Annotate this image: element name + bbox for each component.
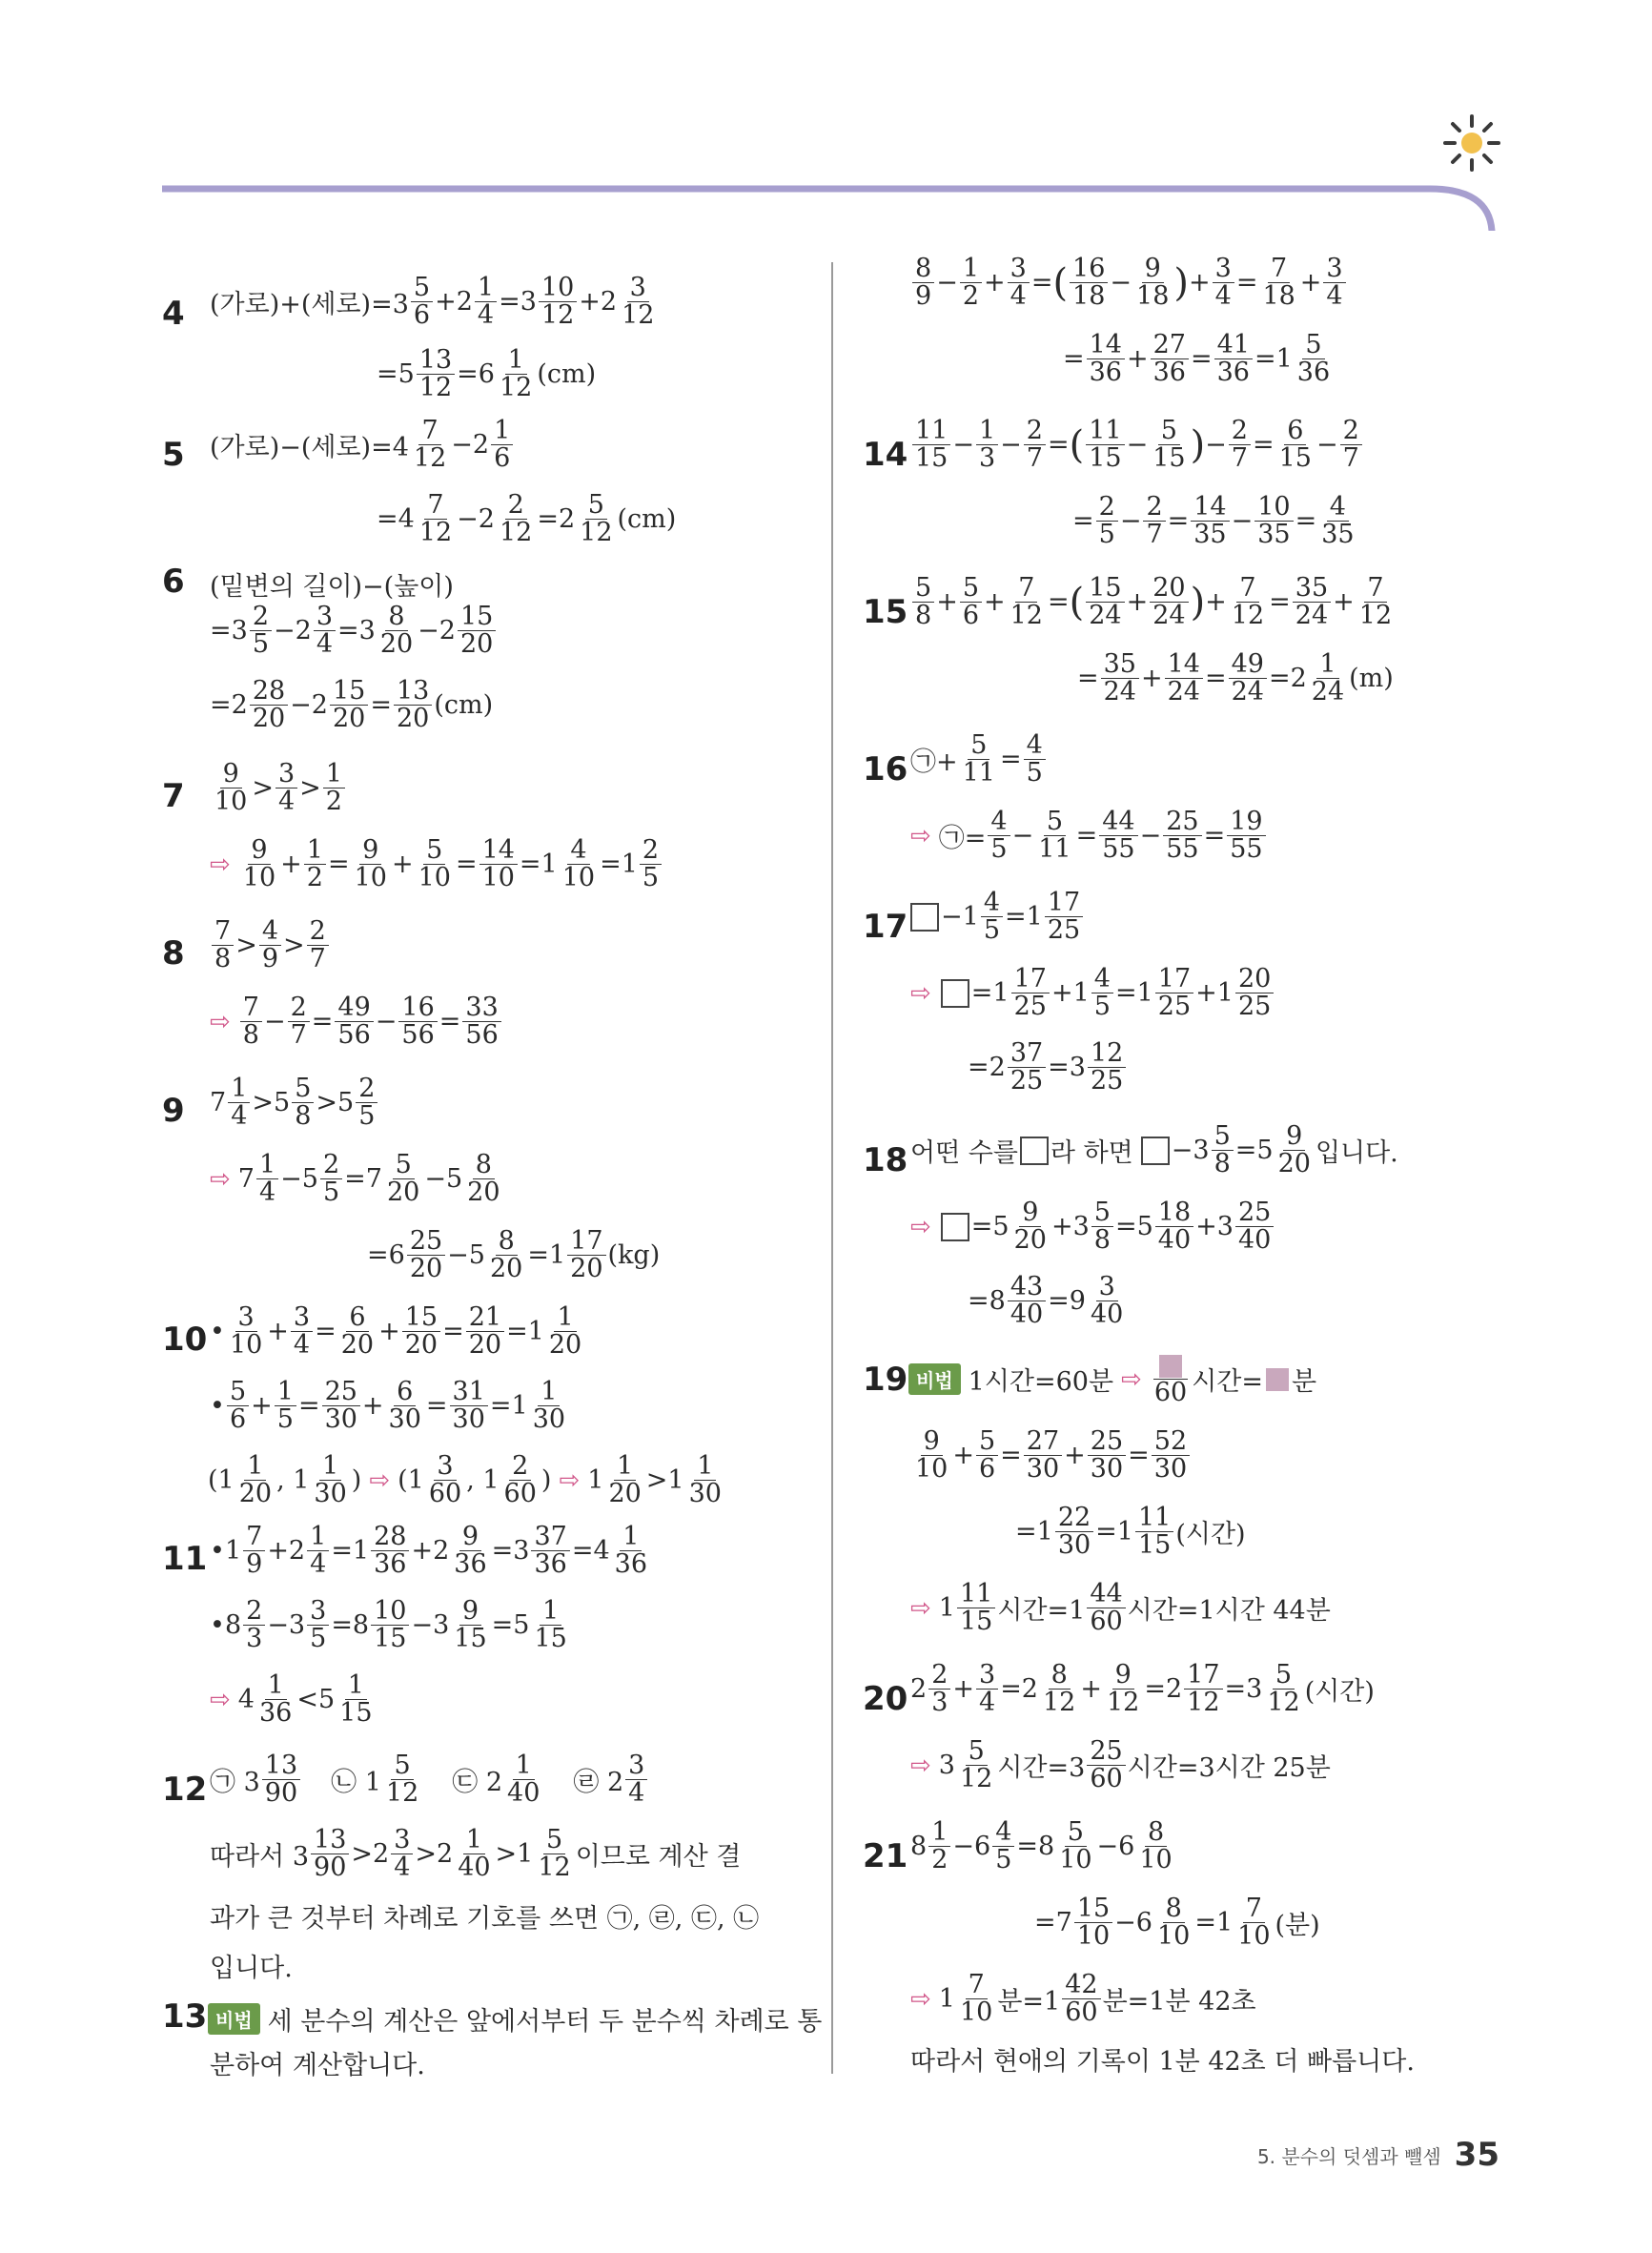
fraction: $\frac{1}{36}$: [614, 1522, 647, 1580]
fraction: $\frac{3}{4}$: [1008, 256, 1030, 311]
fraction: $\frac{9}{10}$: [242, 835, 276, 893]
solution-line: = $\frac{2}{5}$ − $\frac{2}{7}$ = $\frac{14}{35}$ − $\frac{10}{35}$ = $\frac{4}{35}$: [1072, 494, 1359, 549]
fraction: $\frac{6}{30}$: [388, 1377, 421, 1435]
fraction: $\frac{13}{12}$: [417, 347, 455, 402]
fraction: $\frac{9}{36}$: [454, 1522, 487, 1580]
fraction: $\frac{17}{20}$: [567, 1228, 605, 1283]
fraction: $\frac{12}{25}$: [1088, 1040, 1126, 1096]
fraction: $\frac{44}{55}$: [1099, 809, 1137, 864]
solution-line: ⇨ $\frac{9}{10}$ + $\frac{1}{2}$ = $\frac{9}{10}$ + $\frac{5}{10}$ = $\frac{14}{10}$ =1 $\frac{4}{10}$ =1 $\frac{2}{5}$: [210, 837, 663, 892]
fraction: $\frac{3}{4}$: [275, 761, 297, 816]
fraction: $\frac{1}{20}$: [608, 1451, 642, 1509]
solution-line: =2 $\frac{37}{25}$ =3 $\frac{12}{25}$: [968, 1040, 1128, 1096]
fraction: $\frac{19}{55}$: [1227, 809, 1265, 864]
blank-box: [910, 903, 939, 932]
fraction: $\frac{7}{12}$: [1358, 573, 1393, 631]
solution-line: (1 $\frac{1}{20}$ , 1 $\frac{1}{30}$ ) ⇨ (1 $\frac{3}{60}$ , 1 $\frac{2}{60}$ ) ⇨ 1 $\frac{1}{20}$ >1 $\frac{1}{30}$: [208, 1453, 726, 1508]
fraction: $\frac{5}{36}$: [1296, 330, 1331, 388]
fraction: $\frac{5}{8}$: [912, 575, 934, 630]
fraction: $\frac{3}{4}$: [314, 604, 336, 659]
solution-line: $\frac{9}{10}$ > $\frac{3}{4}$ > $\frac{1}{2}$: [210, 761, 347, 816]
fraction: $\frac{13}{90}$: [311, 1827, 349, 1882]
solution-line: 어떤 수를 라 하면 −3 $\frac{5}{8}$ =5 $\frac{9}{20}$ 입니다.: [910, 1121, 1398, 1179]
solution-line: • 8 $\frac{2}{3}$ −3 $\frac{3}{5}$ =8 $\frac{10}{15}$ −3 $\frac{9}{15}$ =5 $\frac{1}{15}$: [210, 1598, 572, 1653]
fraction: $\frac{4}{5}$: [992, 1819, 1014, 1874]
fraction: $\frac{8}{20}$: [379, 602, 414, 660]
fraction: $\frac{5}{8}$: [1212, 1123, 1234, 1178]
fraction: $\frac{1}{4}$: [307, 1524, 329, 1579]
fraction: $\frac{9}{10}$: [214, 759, 248, 817]
fraction: $\frac{1}{12}$: [499, 345, 533, 403]
placeholder-box: [1266, 1368, 1289, 1391]
fraction: $\frac{2}{7}$: [1340, 418, 1362, 473]
fraction: $\frac{2}{5}$: [356, 1075, 377, 1131]
fraction: $\frac{10}{15}$: [371, 1598, 409, 1653]
fraction: $\frac{37}{25}$: [1008, 1040, 1046, 1096]
fraction: $\frac{6}{20}$: [340, 1302, 375, 1361]
fraction: $\frac{17}{25}$: [1011, 966, 1050, 1021]
fraction: $\frac{2}{60}$: [503, 1451, 537, 1509]
fraction: $\frac{35}{24}$: [1101, 651, 1139, 707]
problem-number: 10: [162, 1321, 208, 1359]
problem-number: 17: [863, 908, 908, 946]
fraction: $\frac{5}{10}$: [418, 835, 451, 893]
fraction: $\frac{52}{30}$: [1152, 1428, 1190, 1484]
fraction: $\frac{5}{12}$: [538, 1825, 571, 1883]
fraction: $\frac{9}{10}$: [915, 1426, 948, 1485]
problem-number: 16: [863, 750, 908, 789]
fraction: $\frac{4}{5}$: [981, 890, 1003, 945]
fraction: $\frac{5}{8}$: [1091, 1199, 1113, 1255]
fraction: $\frac{43}{40}$: [1008, 1274, 1046, 1329]
solution-line: ㉠ 3 $\frac{13}{90}$ ㉡ 1 $\frac{5}{12}$ ㉢ 2 $\frac{1}{40}$ ㉣ 2 $\frac{3}{4}$: [210, 1752, 649, 1808]
fraction: $\frac{1}{30}$: [688, 1451, 722, 1509]
tip-badge: 비법: [908, 1363, 961, 1395]
fraction: $\frac{2}{3}$: [243, 1598, 265, 1653]
fraction: $\frac{5}{10}$: [1059, 1817, 1092, 1875]
fraction: $\frac{16}{56}$: [398, 994, 437, 1050]
fraction: $\frac{2}{5}$: [320, 1152, 342, 1207]
fraction: $\frac{15}{10}$: [1074, 1895, 1112, 1951]
fraction: $\frac{5}{6}$: [960, 575, 982, 630]
fraction: $\frac{49}{56}$: [335, 994, 373, 1050]
solution-line: ⇨ 4 $\frac{1}{36}$ <5 $\frac{1}{15}$: [210, 1672, 377, 1728]
fraction: $\frac{4}{5}$: [988, 809, 1010, 864]
fraction: $\frac{1}{40}$: [458, 1825, 491, 1883]
fraction: $\frac{9}{20}$: [1277, 1121, 1311, 1179]
fraction: $\frac{4}{10}$: [561, 835, 596, 893]
fraction: $\frac{14}{36}$: [1087, 332, 1125, 387]
arrow-icon: ⇨: [1121, 1364, 1142, 1394]
fraction: $\frac{9}{18}$: [1136, 254, 1170, 312]
solution-line: = $\frac{14}{36}$ + $\frac{27}{36}$ = $\frac{41}{36}$ =1 $\frac{5}{36}$: [1063, 332, 1335, 387]
solution-line: =4 $\frac{7}{12}$ −2 $\frac{2}{12}$ =2 $\frac{5}{12}$ (cm): [377, 490, 677, 548]
solution-line: ⇨ 3 $\frac{5}{12}$ 시간=3 $\frac{25}{60}$ 시간=3시간 25분: [910, 1736, 1331, 1794]
fraction: $\frac{5}{6}$: [411, 275, 433, 330]
page-footer: [1257, 2136, 1499, 2174]
fraction: $\frac{11}{15}$: [1135, 1505, 1173, 1560]
fraction: $\frac{7}{12}$: [418, 490, 453, 548]
fraction: $\frac{13}{20}$: [394, 678, 432, 733]
solution-line: (가로)−(세로)=4 $\frac{7}{12}$ −2 $\frac{1}{6}$: [210, 418, 515, 473]
problem-number: 14: [863, 436, 908, 474]
fraction: $\frac{8}{20}$: [467, 1150, 500, 1208]
arrow-icon: ⇨: [910, 1751, 931, 1780]
problem-number: 8: [162, 934, 185, 973]
fraction: $\frac{1}{20}$: [238, 1451, 273, 1509]
fraction: $\frac{21}{20}$: [466, 1304, 504, 1360]
solution-line: 비법 세 분수의 계산은 앞에서부터 두 분수씩 차례로 통: [208, 2000, 822, 2038]
fraction: $\frac{11}{15}$: [957, 1581, 995, 1636]
fraction: $\frac{10}{12}$: [539, 275, 577, 330]
fraction: $\frac{49}{24}$: [1229, 651, 1267, 707]
fraction: $\frac{3}{4}$: [1213, 256, 1234, 311]
fraction: $\frac{6}{15}$: [1278, 416, 1312, 474]
fraction: $\frac{1}{4}$: [228, 1075, 250, 1131]
fraction: $\frac{1}{20}$: [548, 1302, 582, 1361]
solution-line: 7 $\frac{1}{4}$ >5 $\frac{5}{8}$ >5 $\frac{2}{5}$: [210, 1075, 379, 1131]
solution-line: ⇨ 7 $\frac{1}{4}$ −5 $\frac{2}{5}$ =7 $\frac{5}{20}$ −5 $\frac{8}{20}$: [210, 1152, 505, 1207]
fraction: $\frac{1}{2}$: [960, 256, 982, 311]
blank-box: [1141, 1137, 1170, 1165]
problem-number: 19: [863, 1361, 908, 1399]
arrow-icon: ⇨: [210, 1685, 231, 1714]
fraction: $\frac{27}{30}$: [1024, 1428, 1062, 1484]
fraction: $\frac{5}{15}$: [1152, 416, 1186, 474]
solution-line: ⇨ $\frac{7}{8}$ − $\frac{2}{7}$ = $\frac{49}{56}$ − $\frac{16}{56}$ = $\frac{33}{56}$: [210, 994, 503, 1050]
problem-number: 18: [863, 1141, 908, 1179]
blank-box: [1020, 1137, 1049, 1165]
solution-line: ⇨ =1 $\frac{17}{25}$ +1 $\frac{4}{5}$ =1 $\frac{17}{25}$ +1 $\frac{20}{25}$: [910, 966, 1275, 1021]
fraction: $\frac{11}{15}$: [912, 418, 950, 473]
fraction: $\frac{17}{25}$: [1155, 966, 1193, 1021]
fraction: $\frac{1}{2}$: [928, 1819, 950, 1874]
fraction: $\frac{2}{5}$: [640, 837, 662, 892]
fraction: $\frac{2}{7}$: [1143, 494, 1165, 549]
arrow-icon: ⇨: [210, 1164, 231, 1194]
fraction: $\frac{8}{9}$: [912, 256, 934, 311]
solution-line: 분하여 계산합니다.: [210, 2051, 425, 2080]
arrow-icon: ⇨: [910, 978, 931, 1008]
fraction: $\frac{1}{6}$: [491, 418, 513, 473]
problem-number: 6: [162, 563, 185, 601]
solution-line: $\frac{8}{9}$ − $\frac{1}{2}$ + $\frac{3}{4}$ = ( $\frac{16}{18}$ − $\frac{9}{18}$ ) + $\frac{3}{4}$ = $\frac{7}{18}$ + $\frac{3}{4}$: [910, 256, 1348, 311]
fraction: $\frac{44}{60}$: [1087, 1581, 1125, 1636]
solution-line: $\frac{9}{10}$ + $\frac{5}{6}$ = $\frac{27}{30}$ + $\frac{25}{30}$ = $\frac{52}{30}$: [910, 1428, 1192, 1484]
fraction: $\frac{15}{20}$: [458, 604, 496, 659]
fraction: $\frac{8}{12}$: [1043, 1660, 1076, 1718]
solution-line: • $\frac{5}{6}$ + $\frac{1}{5}$ = $\frac{25}{30}$ + $\frac{6}{30}$ = $\frac{31}{30}$ =1 $\frac{1}{30}$: [210, 1379, 570, 1434]
fraction: $\frac{1}{30}$: [314, 1451, 347, 1509]
sun-icon: [1441, 113, 1502, 174]
fraction: $\frac{3}{10}$: [229, 1302, 263, 1361]
fraction: $\frac{10}{35}$: [1254, 494, 1293, 549]
problem-number: 4: [162, 295, 185, 333]
solution-line: 따라서 현애의 기록이 1분 42초 더 빠릅니다.: [910, 2047, 1415, 2077]
fraction: $\frac{11}{15}$: [1086, 418, 1124, 473]
solution-line: $\frac{11}{15}$ − $\frac{1}{3}$ − $\frac{2}{7}$ = ( $\frac{11}{15}$ − $\frac{5}{15}$ ) − $\frac{2}{7}$ = $\frac{6}{15}$ − $\frac{2}{7}$: [910, 418, 1364, 473]
fraction: $\frac{5}{20}$: [386, 1150, 420, 1208]
fraction: $\frac{1}{4}$: [475, 275, 497, 330]
arrow-icon: ⇨: [559, 1465, 581, 1495]
fraction: $\frac{31}{30}$: [450, 1379, 488, 1434]
fraction: $\frac{25}{40}$: [1235, 1199, 1274, 1255]
fraction: $\frac{1}{30}$: [532, 1377, 566, 1435]
fraction: $\frac{3}{4}$: [625, 1752, 647, 1808]
solution-line: ⇨ =5 $\frac{9}{20}$ +3 $\frac{5}{8}$ =5 $\frac{18}{40}$ +3 $\frac{25}{40}$: [910, 1199, 1275, 1255]
fraction: $\frac{3}{4}$: [291, 1304, 313, 1360]
fraction: $\frac{15}{20}$: [402, 1304, 440, 1360]
fraction: $\frac{4}{9}$: [259, 918, 281, 973]
fraction: $\frac{5}{12}$: [385, 1751, 419, 1809]
solution-line: −1 $\frac{4}{5}$ =1 $\frac{17}{25}$: [908, 890, 1085, 945]
fraction: $\frac{9}{20}$: [1013, 1198, 1047, 1256]
fraction: $\frac{5}{8}$: [292, 1075, 314, 1131]
solution-line: ⇨ 1 $\frac{11}{15}$ 시간=1 $\frac{44}{60}$ 시간=1시간 44분: [910, 1579, 1331, 1637]
chapter-label: 5. 분수의 덧셈과 뺄셈: [1256, 2144, 1441, 2168]
arrow-icon: ⇨: [910, 1984, 931, 2014]
solution-line: ㉠+ $\frac{5}{11}$ = $\frac{4}{5}$: [910, 732, 1048, 788]
fraction: $\frac{2}{7}$: [307, 918, 329, 973]
header-rule: [162, 177, 1497, 231]
fraction: $\frac{13}{90}$: [262, 1752, 300, 1808]
fraction: $\frac{9}{10}$: [354, 835, 387, 893]
arrow-icon: ⇨: [910, 821, 931, 850]
fraction: $\frac{20}{24}$: [1150, 575, 1188, 630]
fraction: $\frac{7}{12}$: [1010, 573, 1043, 631]
solution-line: • 1 $\frac{7}{9}$ +2 $\frac{1}{4}$ =1 $\frac{28}{36}$ +2 $\frac{9}{36}$ =3 $\frac{37}{36}$ =4 $\frac{1}{36}$: [210, 1524, 652, 1579]
fraction: $\frac{3}{4}$: [1323, 256, 1345, 311]
fraction: $\frac{3}{40}$: [1090, 1272, 1124, 1330]
fraction: $\frac{5}{6}$: [976, 1428, 998, 1484]
fraction: $\frac{7}{10}$: [959, 1970, 993, 2028]
solution-line: • $\frac{3}{10}$ + $\frac{3}{4}$ = $\frac{6}{20}$ + $\frac{15}{20}$ = $\frac{21}{20}$ =1 $\frac{1}{20}$: [210, 1304, 586, 1360]
solution-line: (가로)+(세로)=3 $\frac{5}{6}$ +2 $\frac{1}{4}$ =3 $\frac{10}{12}$ +2 $\frac{3}{12}$: [210, 275, 659, 330]
fraction: $\frac{20}{25}$: [1235, 966, 1274, 1021]
fraction: $\frac{7}{12}$: [1231, 573, 1265, 631]
fraction: $\frac{15}{20}$: [330, 678, 368, 733]
fraction: $\frac{17}{25}$: [1045, 890, 1083, 945]
fraction: $\frac{22}{30}$: [1055, 1505, 1093, 1560]
fraction: $\frac{41}{36}$: [1214, 332, 1253, 387]
fraction: $\frac{14}{24}$: [1165, 651, 1203, 707]
fraction: $\frac{5}{12}$: [1267, 1660, 1300, 1718]
solution-line: 입니다.: [210, 1954, 293, 1983]
page-number: 35: [1454, 2136, 1499, 2174]
fraction: $\frac{2}{5}$: [1096, 494, 1118, 549]
fraction: $\frac{25}{55}$: [1163, 809, 1201, 864]
fraction: $\frac{9}{15}$: [454, 1596, 487, 1654]
fraction: $\frac{2}{3}$: [928, 1662, 950, 1717]
fraction: $\frac{1}{4}$: [256, 1152, 278, 1207]
fraction: $\frac{7}{18}$: [1262, 254, 1295, 312]
fraction: $\frac{2}{5}$: [250, 604, 272, 659]
solution-line: 과가 큰 것부터 차례로 기호를 쓰면 ㉠, ㉣, ㉢, ㉡: [210, 1904, 760, 1934]
solution-line: (밑변의 길이)−(높이): [210, 572, 454, 602]
solution-line: =8 $\frac{43}{40}$ =9 $\frac{3}{40}$: [968, 1274, 1128, 1329]
problem-number: 21: [863, 1837, 908, 1875]
fraction: $\frac{15}{24}$: [1086, 575, 1124, 630]
fraction: $\frac{1}{2}$: [323, 761, 345, 816]
solution-line: ⇨ ㉠= $\frac{4}{5}$ − $\frac{5}{11}$ = $\frac{44}{55}$ − $\frac{25}{55}$ = $\frac{19}{55}$: [910, 809, 1268, 864]
fraction: $\frac{25}{60}$: [1087, 1738, 1125, 1793]
fraction: $\frac{1}{40}$: [507, 1751, 540, 1809]
problem-number: 15: [863, 593, 908, 631]
fraction: $\frac{25}{20}$: [407, 1228, 445, 1283]
fraction: $\frac{2}{7}$: [1024, 418, 1046, 473]
solution-line: 비법 1시간=60분 ⇨ 60 시간= 분: [908, 1352, 1316, 1407]
fraction: $\frac{27}{36}$: [1151, 332, 1189, 387]
fraction: $\frac{4}{5}$: [1024, 732, 1046, 788]
placeholder-box: [1159, 1355, 1182, 1378]
solution-line: =3 $\frac{2}{5}$ −2 $\frac{3}{4}$ =3 $\frac{8}{20}$ −2 $\frac{15}{20}$: [210, 604, 498, 659]
solution-line: 따라서 3 $\frac{13}{90}$ >2 $\frac{3}{4}$ >2 $\frac{1}{40}$ >1 $\frac{5}{12}$ 이므로 계산 결: [210, 1825, 742, 1883]
problem-number: 13: [162, 1997, 208, 2036]
fraction: $\frac{4}{35}$: [1321, 492, 1355, 550]
solution-line: ⇨ 1 $\frac{7}{10}$ 분=1 $\frac{42}{60}$ 분=1분 42초: [910, 1970, 1256, 2028]
fraction: $\frac{2}{7}$: [288, 994, 310, 1050]
tip-badge: 비법: [208, 2003, 260, 2035]
solution-line: 2 $\frac{2}{3}$ + $\frac{3}{4}$ =2 $\frac{8}{12}$ + $\frac{9}{12}$ =2 $\frac{17}{12}$ =3 $\frac{5}{12}$ (시간): [910, 1660, 1375, 1718]
fraction: $\frac{17}{12}$: [1184, 1662, 1222, 1717]
fraction: $\frac{3}{4}$: [391, 1827, 413, 1882]
fraction: $\frac{2}{12}$: [499, 490, 533, 548]
fraction: $\frac{1}{36}$: [258, 1670, 293, 1729]
problem-number: 5: [162, 436, 185, 474]
fraction: $\frac{25}{30}$: [322, 1379, 360, 1434]
fraction: $\frac{8}{10}$: [1139, 1817, 1173, 1875]
solution-line: =5 $\frac{13}{12}$ =6 $\frac{1}{12}$ (cm): [377, 345, 597, 403]
problem-number: 7: [162, 777, 185, 815]
fraction: $\frac{7}{10}$: [1237, 1894, 1271, 1952]
solution-line: =2 $\frac{28}{20}$ −2 $\frac{15}{20}$ = $\frac{13}{20}$ (cm): [210, 676, 494, 734]
column-divider: [831, 262, 833, 2074]
fraction: $\frac{7}{12}$: [413, 416, 447, 474]
fraction: $\frac{7}{8}$: [240, 994, 262, 1050]
fraction: $\frac{5}{11}$: [962, 730, 995, 789]
fraction: $\frac{35}{24}$: [1293, 575, 1331, 630]
fraction: $\frac{8}{20}$: [489, 1226, 523, 1284]
fraction: $\frac{28}{20}$: [250, 678, 288, 733]
arrow-icon: ⇨: [910, 1593, 931, 1623]
fraction: $\frac{14}{10}$: [479, 837, 518, 892]
fraction: $\frac{7}{8}$: [212, 918, 234, 973]
solution-line: $\frac{7}{8}$ > $\frac{4}{9}$ > $\frac{2}{7}$: [210, 918, 331, 973]
fraction: $\frac{3}{12}$: [622, 273, 655, 331]
fraction: $\frac{5}{6}$: [227, 1379, 249, 1434]
fraction: $\frac{5}{12}$: [959, 1736, 993, 1794]
fraction: $\frac{1}{2}$: [304, 837, 326, 892]
fraction: $\frac{8}{10}$: [1156, 1894, 1191, 1952]
fraction: $\frac{7}{9}$: [243, 1524, 265, 1579]
fraction: $\frac{3}{60}$: [428, 1451, 462, 1509]
blank-box: [941, 1213, 969, 1241]
problem-number: 9: [162, 1092, 185, 1130]
solution-line: 8 $\frac{1}{2}$ −6 $\frac{4}{5}$ =8 $\frac{5}{10}$ −6 $\frac{8}{10}$: [910, 1819, 1177, 1874]
fraction: $\frac{1}{15}$: [339, 1670, 373, 1729]
fraction: $\frac{16}{18}$: [1070, 256, 1108, 311]
solution-line: = $\frac{35}{24}$ + $\frac{14}{24}$ = $\frac{49}{24}$ =2 $\frac{1}{24}$ (m): [1077, 649, 1394, 707]
fraction: $\frac{18}{40}$: [1155, 1199, 1193, 1255]
fraction: $\frac{1}{15}$: [534, 1596, 567, 1654]
fraction: $\frac{4}{5}$: [1091, 966, 1113, 1021]
problem-number: 12: [162, 1771, 208, 1809]
fraction: $\frac{1}{3}$: [976, 418, 998, 473]
fraction: $\frac{1}{5}$: [275, 1379, 296, 1434]
fraction: $\frac{14}{35}$: [1191, 494, 1229, 549]
fraction: $\frac{28}{36}$: [371, 1524, 409, 1579]
blank-box: [941, 979, 969, 1008]
fraction: $\frac{3}{4}$: [976, 1662, 998, 1717]
problem-number: 11: [162, 1540, 208, 1578]
solution-line: =1 $\frac{22}{30}$ =1 $\frac{11}{15}$ (시간): [1015, 1503, 1246, 1561]
arrow-icon: ⇨: [910, 1212, 931, 1241]
fraction: $\frac{9}{12}$: [1106, 1660, 1140, 1718]
problem-number: 20: [863, 1680, 908, 1718]
fraction: $\frac{33}{56}$: [462, 994, 500, 1050]
solution-line: $\frac{5}{8}$ + $\frac{5}{6}$ + $\frac{7}{12}$ = ( $\frac{15}{24}$ + $\frac{20}{24}$ ) + $\frac{7}{12}$ = $\frac{35}{24}$ + $\frac{7}{12}$: [910, 575, 1397, 630]
fraction: $\frac{1}{24}$: [1311, 649, 1345, 707]
fraction: $\frac{2}{7}$: [1229, 418, 1251, 473]
arrow-icon: ⇨: [210, 1007, 231, 1036]
solution-line: =6 $\frac{25}{20}$ −5 $\frac{8}{20}$ =1 $\frac{17}{20}$ (kg): [367, 1226, 661, 1284]
fraction: $\frac{5}{12}$: [580, 490, 613, 548]
fraction: $\frac{5}{11}$: [1038, 807, 1071, 865]
arrow-icon: ⇨: [369, 1465, 391, 1495]
fraction: $\frac{42}{60}$: [1062, 1972, 1100, 2027]
fraction: $\frac{37}{36}$: [531, 1524, 569, 1579]
fraction: $\frac{25}{30}$: [1088, 1428, 1126, 1484]
solution-line: =7 $\frac{15}{10}$ −6 $\frac{8}{10}$ =1 $\frac{7}{10}$ (분): [1034, 1894, 1320, 1952]
arrow-icon: ⇨: [210, 850, 231, 879]
fraction: $\frac{3}{5}$: [307, 1598, 329, 1653]
